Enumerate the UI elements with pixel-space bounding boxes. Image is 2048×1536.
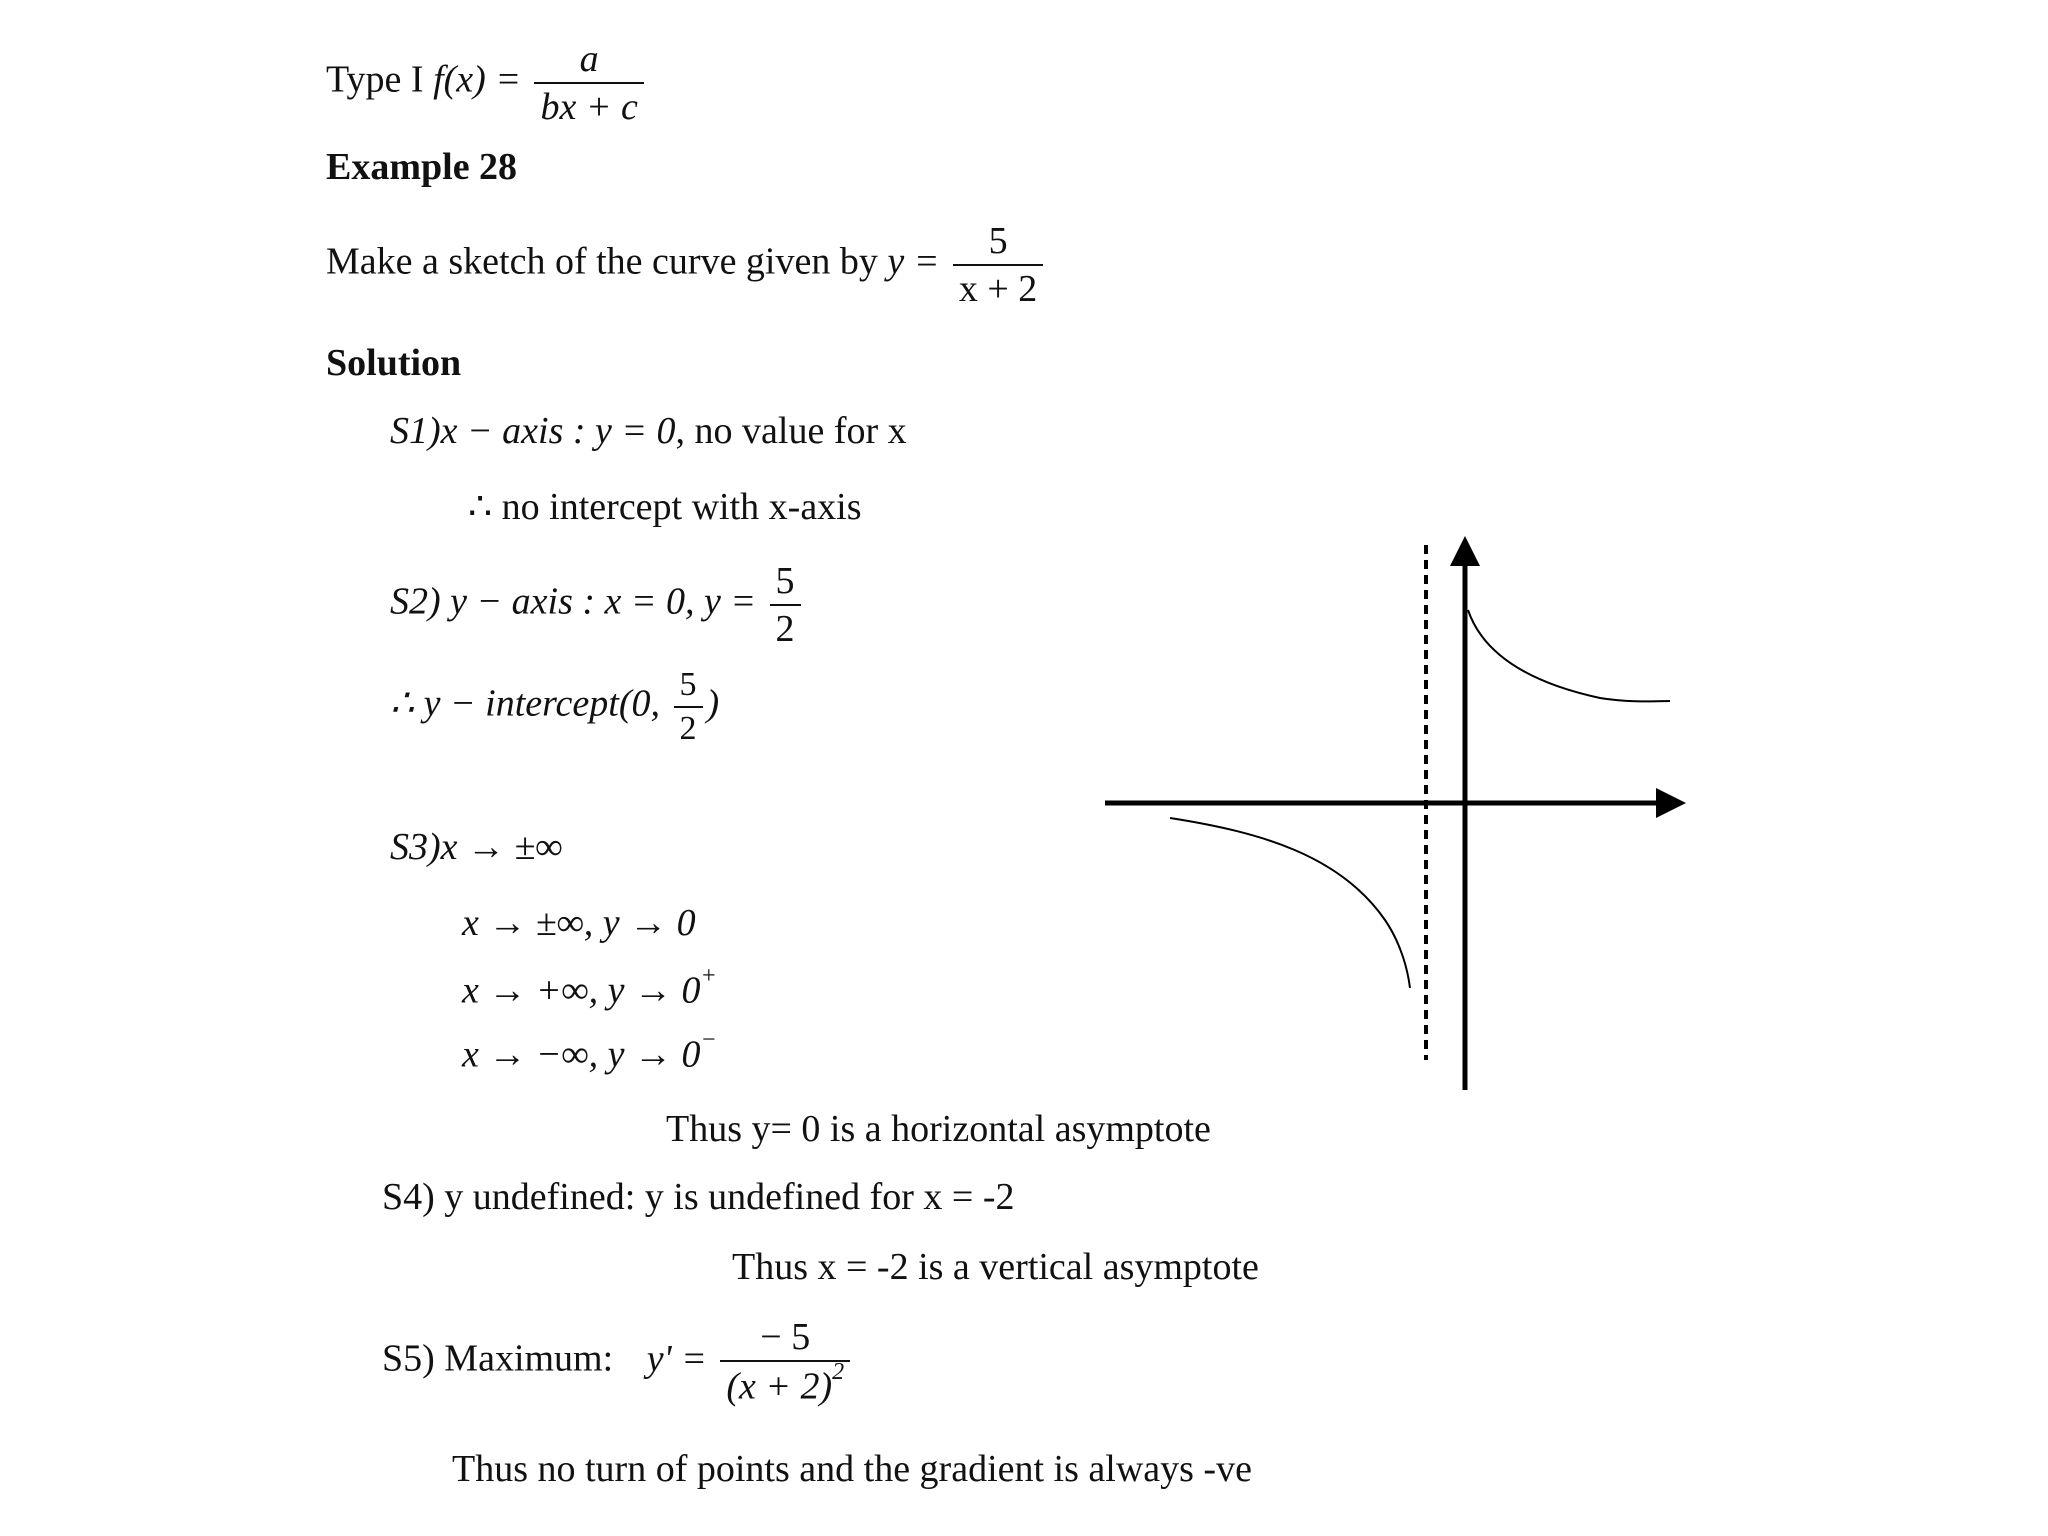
solution-title: Solution [326,342,462,384]
problem-text: Make a sketch of the curve given by [326,240,878,283]
s2-intercept-denominator: 2 [674,706,703,746]
s2-math: S2) y − axis : x = 0, y = [390,580,757,623]
s1-math: S1)x − axis : y = 0 [390,410,676,452]
s5-denominator-exponent: 2 [832,1359,845,1385]
problem-denominator: x + 2 [953,264,1043,308]
problem-fraction [953,222,1043,308]
type-lhs: f(x) = [433,58,521,101]
curve-left-branch [1170,818,1410,988]
s3-line-1: x → ±∞, y → 0 [462,902,696,944]
type-label: Type I [326,58,424,101]
s3-line-3 [462,1027,717,1076]
s2-line [390,562,805,648]
problem-lhs: y = [887,240,940,283]
s4-line: S4) y undefined: y is undefined for x = -2 [382,1176,1015,1218]
s3-conclusion: Thus y= 0 is a horizontal asymptote [666,1108,1211,1150]
s2-therefore-close: ) [706,682,720,725]
s2-therefore-text: ∴ y − intercept(0, [390,682,660,725]
s5-line [382,1318,854,1406]
s5-label: S5) Maximum: [382,1337,614,1380]
curve-sketch [1090,520,1710,1100]
s3-line-3-text: x → −∞, y → 0 [462,1033,701,1076]
curve-right-branch [1468,610,1670,701]
type-heading [326,40,648,126]
type-numerator: a [579,38,599,80]
s2-fraction [770,562,801,648]
type-denominator: bx + c [534,82,643,126]
s2-denominator: 2 [770,604,801,648]
s5-denominator [720,1360,850,1406]
s5-denominator-text: (x + 2) [726,1365,833,1408]
s4-conclusion: Thus x = -2 is a vertical asymptote [732,1246,1259,1288]
s2-intercept-numerator: 5 [679,666,697,703]
s5-fraction [720,1318,850,1406]
s3-sup-plus: + [700,963,717,989]
s2-intercept-fraction [674,668,703,746]
s2-therefore [390,668,719,746]
s1-conclusion: ∴ no intercept with x-axis [468,486,862,528]
s3-line-2 [462,963,717,1012]
s5-lhs: y' = [646,1337,707,1380]
problem-statement [326,222,1047,308]
s1-rest: , no value for x [675,410,907,452]
s1-line [390,412,907,450]
s5-numerator: − 5 [760,1316,811,1358]
type-fraction [534,40,643,126]
s3-sup-minus: − [700,1027,717,1053]
s3-head: S3)x → ±∞ [390,826,563,868]
example-title: Example 28 [326,146,518,188]
s2-numerator: 5 [775,560,795,602]
problem-numerator: 5 [988,220,1008,262]
s5-conclusion: Thus no turn of points and the gradient is always -ve [452,1448,1252,1490]
s3-line-2-text: x → +∞, y → 0 [462,969,701,1012]
